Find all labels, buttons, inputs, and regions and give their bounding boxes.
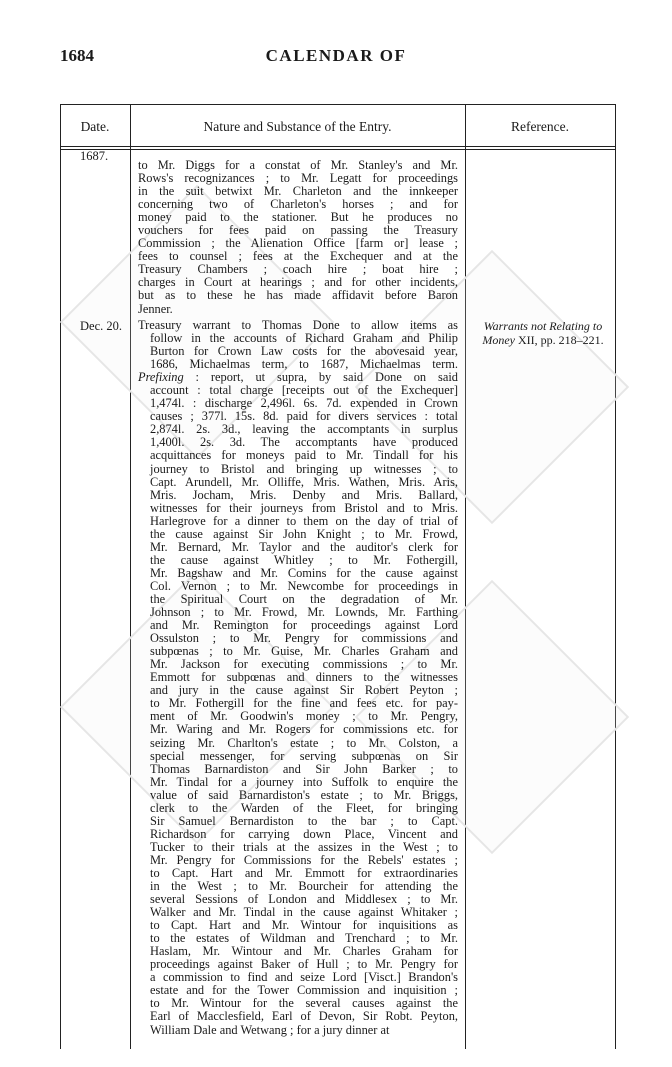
text-line: Treasury warrant to Thomas Done to allow items as — [138, 318, 458, 332]
text-line: Col. Vernon ; to Mr. Newcombe for proceedings in — [150, 578, 458, 593]
entry-year: 1687. — [80, 149, 109, 163]
text-line: and jury in the cause against Sir Robert Peyton ; — [150, 683, 458, 698]
text-line: in the suit betwixt Mr. Charleton and the innkeeper — [138, 184, 458, 199]
text-line: and Mr. Remington for proceedings against Lord — [150, 618, 458, 633]
reference-line-2 — [470, 334, 616, 348]
text-line: account : total charge [receipts out of the Exchequer] — [150, 383, 458, 398]
text-line: witnesses for their journeys from Bristol and to Mris. — [150, 500, 458, 515]
text-line: causes ; 377l. 15s. 8d. paid for divers services : total — [150, 409, 458, 424]
entry-continuation — [138, 159, 458, 316]
text-line: concerning two of Charleton's horses ; and for — [138, 197, 458, 212]
text-line: Rows's recognizances ; to Mr. Legatt for proceedings — [138, 171, 458, 186]
text-line: seizing Mr. Charlton's estate ; to Mr. Colston, a — [150, 735, 458, 750]
text-line: Emmott for subpœnas and dinners to the witnesses — [150, 670, 458, 685]
text-line: a commission to find and seize Lord [Visct.] Brandon's — [150, 970, 458, 985]
date-column-rule — [130, 104, 131, 1049]
text-line: Tucker to their trials at the assizes in the West ; to — [150, 839, 458, 854]
entry-date: Dec. 20. — [80, 319, 122, 333]
reference-pages: XII, pp. 218–221. — [514, 332, 604, 347]
text-line: Burton for Crown Law costs for the abovesaid year, — [150, 344, 458, 359]
text-line: Mr. Bagshaw and Mr. Comins for the cause against — [150, 565, 458, 580]
text-line: clerk to the Warden of the Fleet, for bringing — [150, 800, 458, 815]
text-line: Mr. Pengry for Commissions for the Rebels' estates ; — [150, 852, 458, 867]
text-line: charges in Court at hearings ; and for other incidents, — [138, 275, 458, 290]
text-line: Haslam, Mr. Wintour and Mr. Charles Graham for — [150, 944, 458, 959]
text-line: the cause against Sir John Knight ; to Mr. Frowd, — [150, 526, 458, 541]
text-line: Mr. Waring and Mr. Rogers for commissions etc. for — [150, 722, 458, 737]
text-line: special messenger, for serving subpœnas on Sir — [150, 748, 458, 763]
text-line: Ossulston ; to Mr. Pengry for commissions and — [150, 631, 458, 646]
text-line: several Sessions of London and Middlesex ; to Mr. — [150, 892, 458, 907]
text-line: fees to counsel ; fees at the Exchequer and at the — [138, 249, 458, 264]
text-line: Mr. Tindal for a journey into Suffolk to enquire the — [150, 774, 458, 789]
right-table-rule — [615, 104, 616, 1049]
text-line: but as to these he has made affidavit before Baron — [138, 288, 458, 303]
column-header-date: Date. — [80, 119, 110, 134]
text-line: to the estates of Wildman and Trenchard ; to Mr. — [150, 931, 458, 946]
text-line: Thomas Barnardiston and Sir John Barker ; to — [150, 761, 458, 776]
text-line: subpœnas ; to Mr. Guise, Mr. Charles Graham and — [150, 644, 458, 659]
text-line: Capt. Arundell, Mr. Olliffe, Mris. Wathen, Mris. Aris, — [150, 474, 458, 489]
text-line: Mr. Bernard, Mr. Taylor and the auditor's clerk for — [150, 539, 458, 554]
entry-treasury-warrant — [138, 319, 458, 1037]
text-line: Prefixing : report, ut supra, by said Done on said — [138, 370, 458, 385]
reference-line-1: Warrants not Relating to — [483, 319, 603, 333]
text-line: 1,474l. : discharge 2,496l. 6s. 7d. expended in Crown — [150, 396, 458, 411]
text-line: the Spiritual Court on the degradation of Mr. — [150, 591, 458, 606]
reference-column-rule — [465, 104, 466, 1049]
text-line: 1,400l. 2s. 3d. The accomptants have produced — [150, 435, 458, 450]
running-title: CALENDAR OF — [265, 46, 407, 65]
column-header-reference: Reference. — [510, 119, 570, 134]
text-line: ment of Mr. Goodwin's money ; to Mr. Pengry, — [150, 709, 458, 724]
text-line: to Mr. Fothergill for the fine and fees etc. for pay- — [150, 696, 458, 711]
text-line: acquittances for moneys paid to Mr. Tindall for his — [150, 448, 458, 463]
header-rule-double — [60, 149, 616, 150]
text-line: Harlegrove for a dinner to them on the day of trial of — [150, 513, 458, 528]
text-line: to Mr. Diggs for a constat of Mr. Stanley's and Mr. — [138, 158, 458, 172]
text-line: the cause against Whitley ; to Mr. Fothergill, — [150, 552, 458, 567]
header-rule — [60, 146, 616, 147]
text-line: William Dale and Wetwang ; for a jury dinner at — [150, 1022, 390, 1037]
text-line: Treasury Chambers ; coach hire ; boat hire ; — [138, 262, 458, 277]
text-line: Commission ; the Alienation Office [farm or] lease ; — [138, 236, 458, 251]
text-line: follow in the accounts of Richard Graham and Philip — [150, 331, 458, 346]
text-line: Mris. Jocham, Mris. Denby and Mris. Ballard, — [150, 487, 458, 502]
text-line: Richardson for carrying down Place, Vincent and — [150, 826, 458, 841]
text-line: Jenner. — [138, 301, 173, 316]
page-number: 1684 — [60, 46, 94, 65]
text-line: Walker and Mr. Tindal in the cause against Whitaker ; — [150, 905, 458, 920]
text-line: vouchers for fees paid on passing the Treasury — [138, 223, 458, 238]
text-line: journey to Bristol and bringing up witnesses ; to — [150, 461, 458, 476]
text-line: estate and for the Tower Commission and inquisition ; — [150, 983, 458, 998]
text-line: to Mr. Wintour for the several causes against the — [150, 996, 458, 1011]
text-line: 2,874l. 2s. 3d., leaving the accomptants in surplus — [150, 422, 458, 437]
text-line: money paid to the stationer. But he produces no — [138, 210, 458, 225]
text-line: value of said Barnardiston's estate ; to Mr. Briggs, — [150, 787, 458, 802]
column-header-nature: Nature and Substance of the Entry. — [203, 119, 392, 134]
text-line: Mr. Jackson for executing commissions ; to Mr. — [150, 657, 458, 672]
text-line: Earl of Macclesfield, Earl of Devon, Sir Robt. Peyton, — [150, 1009, 458, 1024]
text-line: Johnson ; to Mr. Frowd, Mr. Lownds, Mr. Farthing — [150, 605, 458, 620]
text-line: proceedings against Baker of Hull ; to Mr. Pengry for — [150, 957, 458, 972]
reference-volume-title: Money — [482, 332, 515, 347]
entry-reference — [470, 320, 616, 347]
text-line: to Capt. Hart and Mr. Emmott for extraordinaries — [150, 865, 458, 880]
text-line: Sir Samuel Bernardiston to the bar ; to Capt. — [150, 813, 458, 828]
text-line: to Capt. Hart and Mr. Wintour for inquisitions as — [150, 918, 458, 933]
text-line: 1686, Michaelmas term, to 1687, Michaelmas term. — [150, 357, 458, 372]
text-line: in the West ; to Mr. Bourcheir for attending the — [150, 879, 458, 894]
